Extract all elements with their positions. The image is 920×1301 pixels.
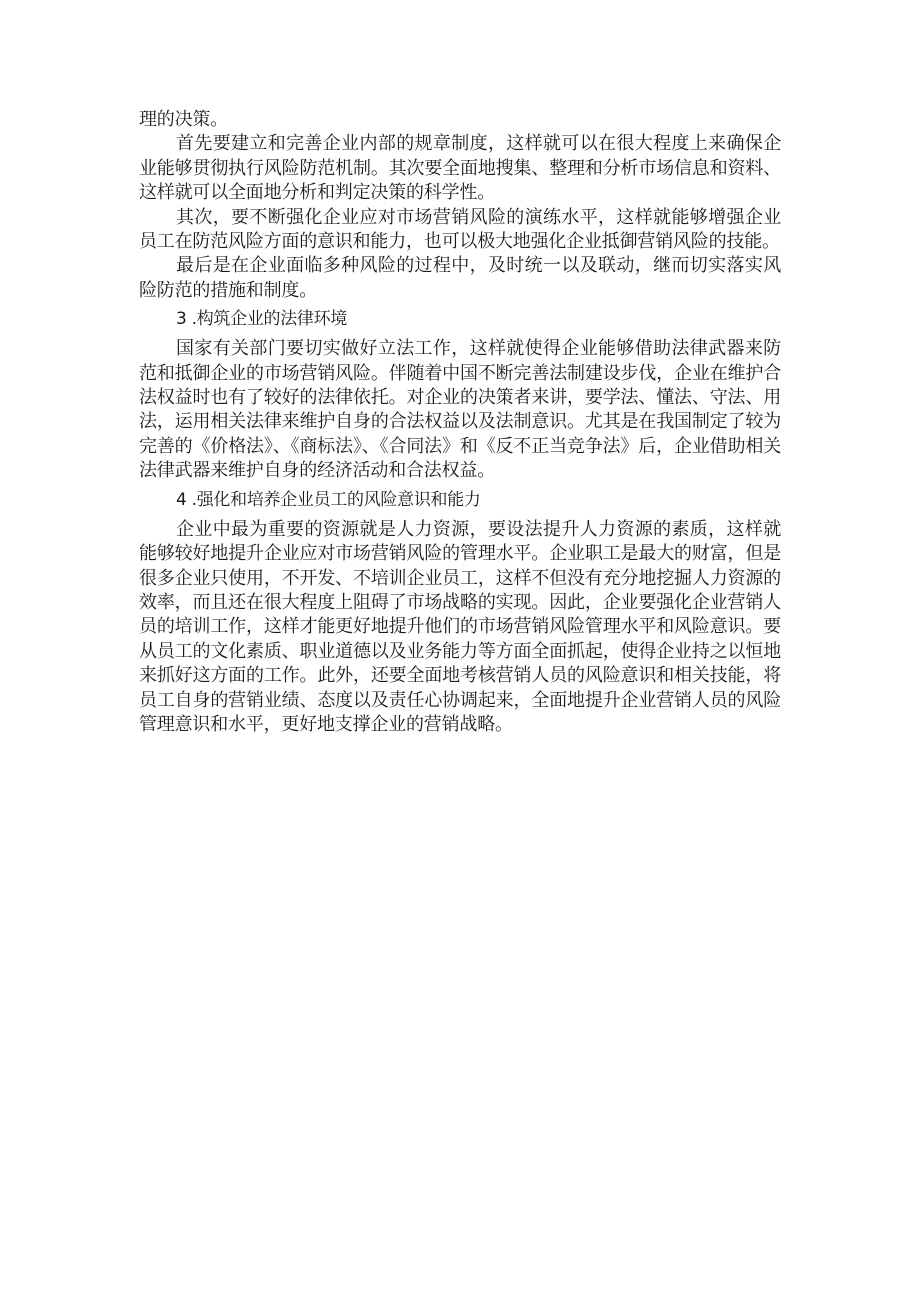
paragraph-regulations: 首先要建立和完善企业内部的规章制度，这样就可以在很大程度上来确保企业能够贯彻执行风险防范机制。其次要全面地搜集、整理和分析市场信息和资料、这样就可以全面地分析和判定决策的科学性。 — [139, 133, 781, 204]
section-heading-legal-environment: 3 .构筑企业的法律环境 — [176, 309, 348, 330]
paragraph-drills: 其次，要不断强化企业应对市场营销风险的演练水平，这样就能够增强企业员工在防范风险方面的意识和能力，也可以极大地强化企业抵御营销风险的技能。 — [139, 206, 781, 253]
section-heading-staff-awareness: 4 .强化和培养企业员工的风险意识和能力 — [176, 489, 481, 510]
document-body — [139, 108, 781, 737]
paragraph-staff-awareness: 企业中最为重要的资源就是人力资源，要设法提升人力资源的素质，这样就能够较好地提升企业应对市场营销风险的管理水平。企业职工是最大的财富，但是很多企业只使用，不开发、不培训企业员工，这样不但没有充分地挖掘人力资源的效率，而且还在很大程度上阻碍了市场战略的实现。因此，企业要强化企业营销人员的培训工作，这样才能更好地提升他们的市场营销风险管理水平和风险意识。要从员工的文化素质、职业道德以及业务能力等方面全面抓起，使得企业持之以恒地来抓好这方面的工作。此外，还要全面地考核营销人员的风险意识和相关技能，将员工自身的营销业绩、态度以及责任心协调起来，全面地提升企业营销人员的风险管理意识和水平，更好地支撑企业的营销战略。 — [139, 518, 781, 735]
paragraph-linkage: 最后是在企业面临多种风险的过程中，及时统一以及联动，继而切实落实风险防范的措施和制度。 — [139, 255, 781, 301]
paragraph-legal-environment: 国家有关部门要切实做好立法工作，这样就使得企业能够借助法律武器来防范和抵御企业的市场营销风险。伴随着中国不断完善法制建设步伐，企业在维护合法权益时也有了较好的法律依托。对企业的决策者来讲，要学法、懂法、守法、用法，运用相关法律来维护自身的合法权益以及法制意识。尤其是在我国制定了较为完善的《价格法》、《商标法》、《合同法》和《反不正当竞争法》后，企业借助相关法律武器来维护自身的经济活动和合法权益。 — [139, 338, 781, 482]
paragraph-continuation: 理的决策。 — [139, 109, 228, 130]
